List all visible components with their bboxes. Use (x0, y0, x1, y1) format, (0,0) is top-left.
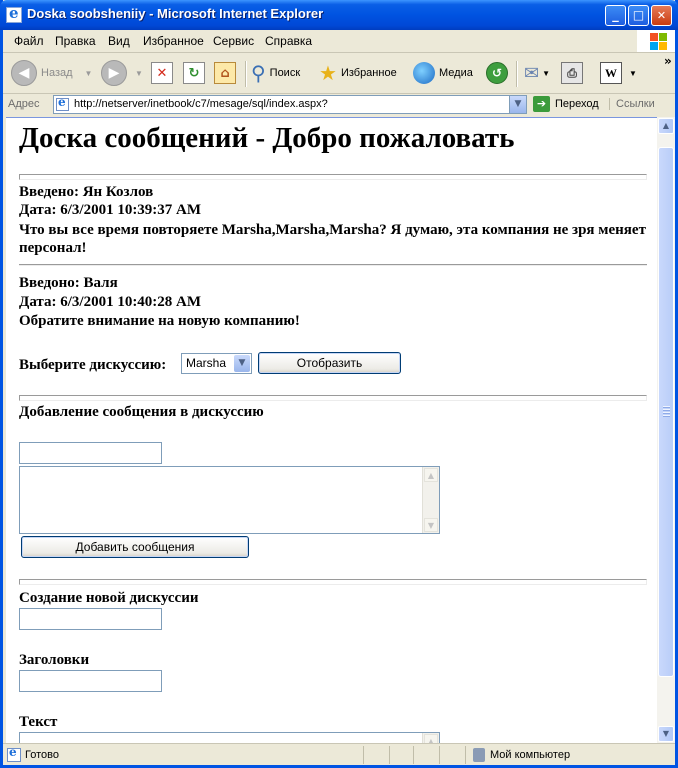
headers-label: Заголовки (19, 652, 90, 668)
status-divider (389, 746, 390, 764)
mail-button[interactable] (524, 57, 550, 89)
menu-favorites[interactable]: Избранное (143, 34, 204, 48)
maximize-button[interactable]: □ (628, 5, 649, 26)
scroll-up-icon[interactable]: ▲ (658, 118, 674, 134)
textarea-scrollbar[interactable] (422, 467, 439, 533)
address-url[interactable]: http://netserver/inetbook/c7/mesage/sql/index.aspx? (74, 98, 328, 110)
page-title: Доска сообщений - Добро пожаловать (19, 122, 515, 154)
search-icon: ⚲ (251, 61, 266, 85)
message-text: Обратите внимание на новую компанию! (19, 313, 300, 329)
scroll-up-icon[interactable]: ▲ (424, 468, 438, 482)
print-button[interactable] (561, 57, 583, 89)
page-status-icon (7, 748, 21, 762)
discussion-select-value: Marsha (186, 356, 227, 370)
toolbar (3, 53, 675, 94)
stop-button[interactable] (151, 57, 173, 89)
toolbar-overflow-icon[interactable]: » (664, 54, 672, 68)
edit-dropdown-icon[interactable]: ▼ (629, 68, 637, 78)
go-label: Переход (555, 98, 599, 110)
home-button[interactable] (214, 57, 236, 89)
menu-help[interactable]: Справка (265, 34, 313, 48)
menu-edit[interactable]: Правка (55, 34, 96, 48)
status-text: Готово (25, 749, 59, 761)
back-dropdown-icon[interactable]: ▼ (84, 68, 93, 78)
message-date: Дата: 6/3/2001 10:39:37 AM (19, 202, 202, 218)
word-icon: W (600, 62, 622, 84)
forward-dropdown-icon[interactable]: ▼ (135, 68, 143, 78)
links-button[interactable]: Ссылки (609, 98, 655, 110)
go-button[interactable] (533, 96, 599, 112)
back-button[interactable] (11, 57, 92, 89)
status-divider (465, 746, 466, 764)
media-button[interactable] (413, 57, 473, 89)
back-arrow-icon: ◀ (11, 60, 37, 86)
media-globe-icon (413, 62, 435, 84)
search-label: Поиск (269, 67, 301, 79)
scrollbar-thumb[interactable] (658, 147, 674, 677)
message-text: Что вы все время повторяете Marsha,Marsha,Marsha? Я думаю, эта компания не зря меняет персонал! (19, 222, 646, 256)
divider (19, 579, 647, 585)
scroll-down-icon[interactable]: ▼ (658, 726, 674, 742)
computer-icon (473, 748, 485, 762)
address-bar (3, 94, 675, 116)
menu-tools[interactable]: Сервис (213, 34, 255, 48)
media-label: Медиа (439, 67, 473, 79)
go-arrow-icon: ➔ (533, 96, 550, 112)
new-discussion-name-input[interactable] (19, 608, 162, 630)
mail-icon: ✉ (524, 62, 540, 84)
add-message-section-title: Добавление сообщения в дискуссию (19, 404, 264, 420)
address-label: Адрес (8, 98, 40, 110)
divider (19, 264, 647, 266)
chevron-down-icon: ▼ (234, 355, 250, 372)
favorites-label: Избранное (340, 67, 397, 79)
ie-logo-icon (6, 7, 22, 23)
new-discussion-section-title: Создание новой дискуссии (19, 590, 199, 606)
windows-logo-icon (637, 30, 675, 52)
close-button[interactable]: ✕ (651, 5, 672, 26)
headers-input[interactable] (19, 670, 162, 692)
title-bar[interactable] (0, 0, 678, 30)
security-zone: Мой компьютер (490, 749, 571, 761)
toolbar-separator (516, 61, 518, 87)
divider (19, 395, 647, 401)
text-label: Текст (19, 714, 58, 730)
status-divider (413, 746, 414, 764)
stop-icon: ✕ (151, 62, 173, 84)
message-author-input[interactable] (19, 442, 162, 464)
toolbar-separator (245, 61, 247, 87)
page-content (6, 117, 657, 744)
history-icon: ↺ (486, 62, 508, 84)
grip-icon (663, 406, 670, 418)
divider (19, 174, 647, 180)
menu-view[interactable]: Вид (108, 34, 130, 48)
back-label: Назад (41, 67, 73, 79)
search-button[interactable] (251, 57, 300, 89)
page-icon (56, 98, 69, 111)
edit-word-button[interactable] (600, 57, 637, 89)
menu-file[interactable]: Файл (14, 34, 44, 48)
discussion-select[interactable] (181, 353, 252, 374)
home-icon: ⌂ (214, 62, 236, 84)
message-date: Дата: 6/3/2001 10:40:28 AM (19, 294, 202, 310)
printer-icon: ⎙ (561, 62, 583, 84)
mail-dropdown-icon[interactable]: ▼ (542, 68, 551, 78)
forward-button[interactable] (101, 57, 143, 89)
discussion-select-label: Выберите дискуссию: (19, 357, 167, 373)
star-icon: ★ (319, 61, 337, 85)
add-message-button[interactable]: Добавить сообщения (21, 536, 249, 558)
refresh-icon: ↻ (183, 62, 205, 84)
page-scrollbar[interactable] (657, 117, 675, 743)
show-button[interactable]: Отобразить (258, 352, 401, 374)
menu-bar (3, 30, 675, 53)
refresh-button[interactable] (183, 57, 205, 89)
favorites-button[interactable] (319, 57, 397, 89)
message-text-area[interactable] (19, 466, 440, 534)
message-author: Введоно: Валя (19, 275, 118, 291)
scroll-down-icon[interactable]: ▼ (424, 518, 438, 532)
message-author: Введено: Ян Козлов (19, 184, 154, 200)
status-divider (363, 746, 364, 764)
address-input[interactable] (53, 95, 527, 114)
history-button[interactable] (486, 57, 508, 89)
window-title: Doska soobsheniiy - Microsoft Internet Explorer (27, 6, 324, 21)
minimize-button[interactable]: _ (605, 5, 626, 26)
forward-arrow-icon: ▶ (101, 60, 127, 86)
scroll-up-icon[interactable]: ▲ (424, 734, 438, 744)
status-divider (439, 746, 440, 764)
status-bar (3, 743, 675, 766)
address-dropdown-icon[interactable]: ▼ (509, 96, 526, 113)
